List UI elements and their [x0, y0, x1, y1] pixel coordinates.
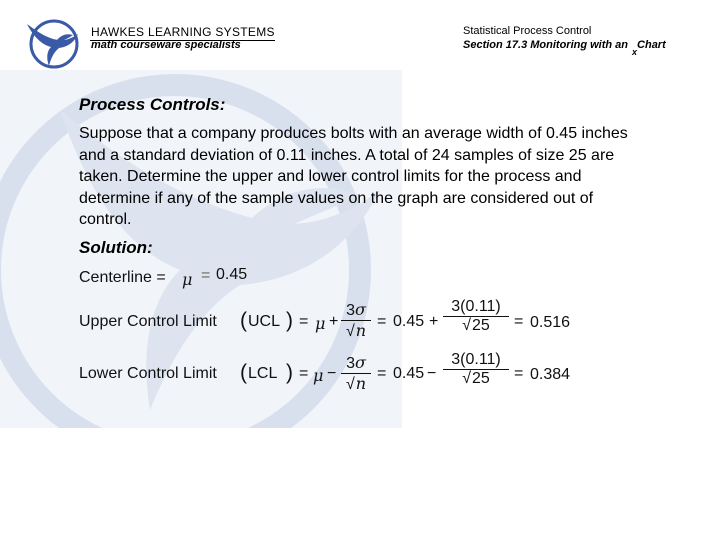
lcl-mu: μ [313, 366, 324, 385]
ucl-equals-3: = [514, 313, 524, 330]
problem-text: Suppose that a company produces bolts with an average width of 0.45 inches and a standard deviation of 0.11 inches. A total of 24 samples of size 25 are taken. Determine the upper and lower control limits for the process and determine if any of the sample values on the graph are considered out of control. [79, 125, 628, 228]
ucl-open-paren: ( [240, 309, 247, 332]
lcl-k2: 3 [451, 351, 461, 368]
ucl-mean: 0.45 [393, 313, 425, 330]
lcl-value-fraction: $\frac{3(0.11)}{√25}$ [443, 351, 509, 388]
ucl-abbr: UCL [248, 313, 281, 330]
lcl-open-paren: ( [240, 361, 247, 384]
sigma-symbol: σ [354, 353, 366, 372]
ucl-mu: μ [315, 314, 326, 333]
lcl-equals: = [299, 365, 309, 382]
section-title [463, 39, 666, 57]
section-subscript: x [632, 47, 638, 57]
course-title: Statistical Process Control [463, 25, 592, 37]
section-text: Section 17.3 Monitoring with an [463, 39, 629, 51]
lcl-minus-2: − [427, 365, 437, 382]
page-heading: Process Controls: [79, 95, 226, 114]
lcl-equals-2: = [377, 365, 387, 382]
ucl-size: 25 [471, 317, 490, 334]
ucl-sigma-fraction: $\frac{3\sigma}{√n}$ [341, 300, 371, 341]
lcl-mean: 0.45 [393, 365, 425, 382]
sigma-symbol: σ [354, 300, 366, 319]
centerline-equals: = [201, 267, 211, 284]
lcl-n: n [355, 374, 367, 393]
lcl-sigma-fraction: $\frac{3\sigma}{√n}$ [341, 353, 371, 394]
lcl-result: 0.384 [530, 366, 571, 383]
ucl-close-paren: ) [286, 309, 293, 332]
centerline-label: Centerline = [79, 269, 166, 286]
ucl-plus-2: + [429, 313, 439, 330]
lcl-abbr: LCL [248, 365, 278, 382]
ucl-equals-2: = [377, 313, 387, 330]
ucl-label: Upper Control Limit [79, 313, 217, 330]
centerline-value: 0.45 [216, 266, 248, 283]
lcl-label: Lower Control Limit [79, 365, 217, 382]
section-tail: Chart [637, 39, 666, 51]
ucl-k: 3 [346, 302, 355, 319]
ucl-sd: (0.11) [460, 298, 501, 315]
ucl-equals: = [299, 313, 309, 330]
lcl-size: 25 [471, 370, 490, 387]
lcl-sd: (0.11) [460, 351, 501, 368]
lcl-equals-3: = [514, 365, 524, 382]
ucl-result: 0.516 [530, 314, 571, 331]
hawk-logo-icon [24, 18, 82, 70]
company-name: HAWKES LEARNING SYSTEMS [91, 25, 275, 39]
lcl-minus: − [327, 365, 337, 382]
ucl-n: n [355, 321, 367, 340]
mu-symbol: μ [182, 270, 193, 289]
ucl-k2: 3 [451, 298, 461, 315]
ucl-plus: + [329, 313, 339, 330]
company-tagline: math courseware specialists [91, 39, 241, 51]
ucl-value-fraction: $\frac{3(0.11)}{√25}$ [443, 298, 509, 335]
solution-label: Solution: [79, 238, 153, 257]
lcl-k: 3 [346, 355, 355, 372]
lcl-close-paren: ) [286, 361, 293, 384]
